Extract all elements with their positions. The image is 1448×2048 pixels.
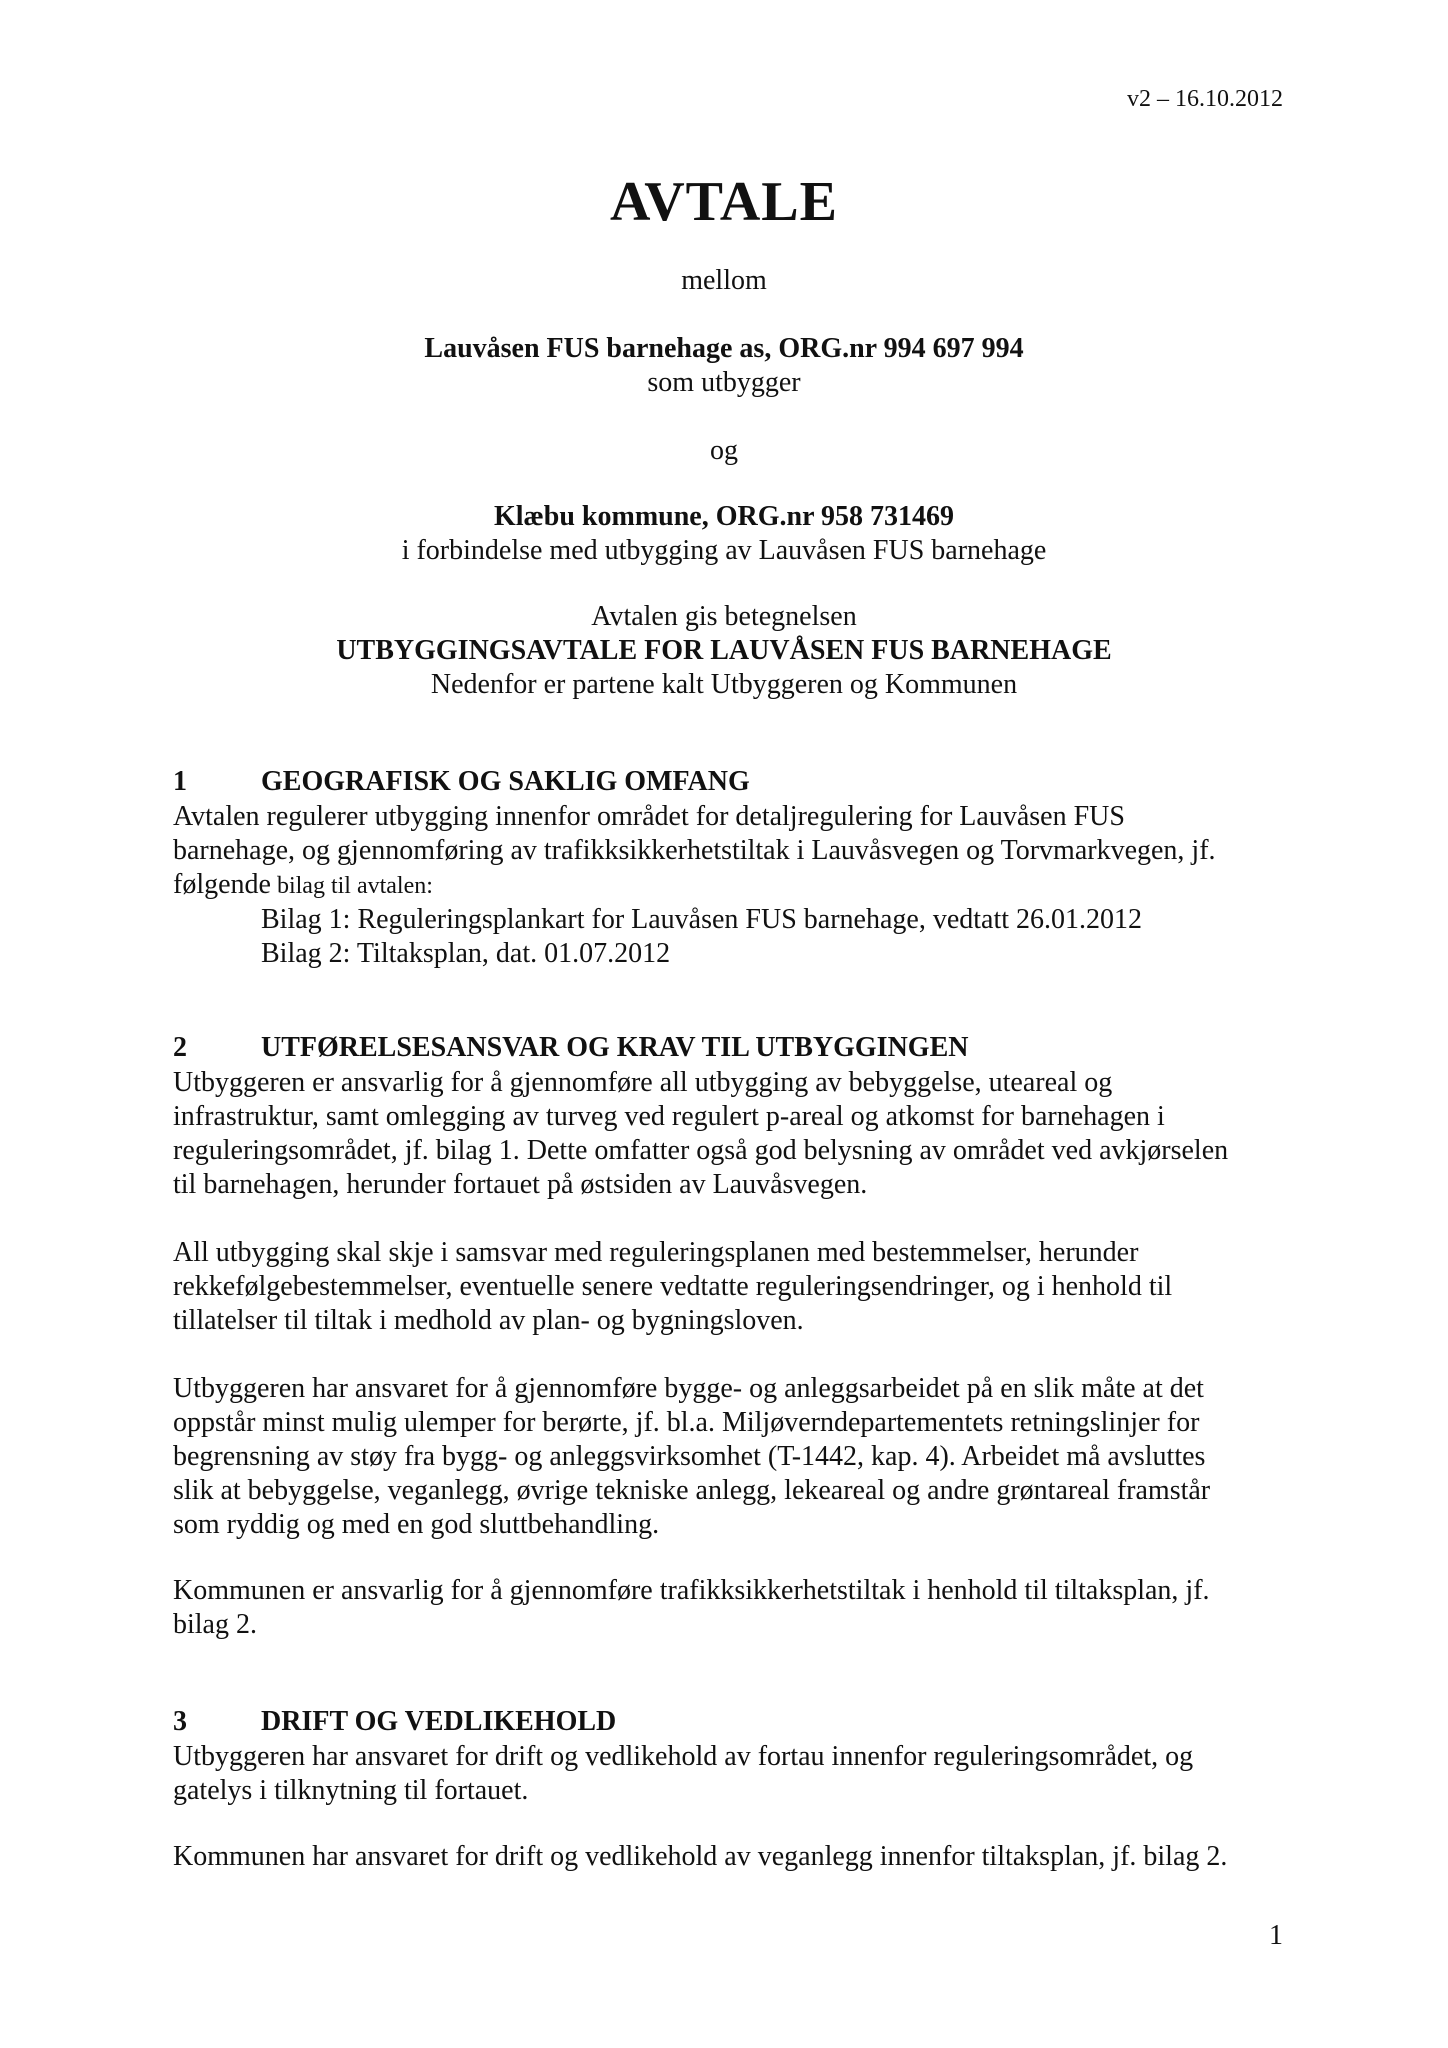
between-text: mellom (681, 265, 767, 296)
section-2-paragraph-4 (173, 1574, 1293, 1642)
section-1-body (173, 800, 1293, 971)
section-2-paragraph-3 (173, 1372, 1293, 1542)
text-line: som ryddig og med en god sluttbehandling. (173, 1509, 660, 1540)
text-line: slik at bebyggelse, veganlegg, øvrige tekniske anlegg, lekeareal og andre grøntareal framstår (173, 1475, 1211, 1506)
section-title: GEOGRAFISK OG SAKLIG OMFANG (261, 766, 750, 797)
party1-role: som utbygger (647, 367, 801, 398)
section-3-heading (173, 1706, 616, 1738)
page-number: 1 (1269, 1920, 1283, 1951)
text-line: begrensning av støy fra bygg- og anleggsvirksomhet (T-1442, kap. 4). Arbeidet må avsluttes (173, 1441, 1206, 1472)
designation-intro: Avtalen gis betegnelsen (591, 601, 857, 632)
text-line: barnehage, og gjennomføring av trafikksikkerhetstiltak i Lauvåsvegen og Torvmarkvegen, jf. (173, 835, 1216, 866)
text-fragment: bilag til avtalen: (270, 873, 433, 899)
section-title: UTFØRELSESANSVAR OG KRAV TIL UTBYGGINGEN (261, 1032, 969, 1063)
text-line: til barnehagen, herunder fortauet på østsiden av Lauvåsvegen. (173, 1169, 868, 1200)
text-line: Utbyggeren er ansvarlig for å gjennomføre all utbygging av bebyggelse, uteareal og (173, 1067, 1113, 1098)
section-number: 2 (173, 1032, 187, 1063)
text-line: Utbyggeren har ansvaret for drift og vedlikehold av fortau innenfor reguleringsområdet, og (173, 1741, 1194, 1772)
party2-context: i forbindelse med utbygging av Lauvåsen FUS barnehage (401, 535, 1047, 566)
section-number: 3 (173, 1706, 187, 1737)
party2-name: Klæbu kommune, ORG.nr 958 731469 (494, 501, 954, 532)
attachment-1: Bilag 1: Reguleringsplankart for Lauvåsen FUS barnehage, vedtatt 26.01.2012 (261, 904, 1143, 935)
text-line: bilag 2. (173, 1609, 257, 1640)
section-3-paragraph-2 (173, 1840, 1293, 1874)
section-2-paragraph-2 (173, 1236, 1293, 1338)
text-line: oppstår minst mulig ulemper for berørte, jf. bl.a. Miljøverndepartementets retningslinjer for (173, 1407, 1200, 1438)
text-fragment: følgende (173, 869, 271, 900)
text-line: Kommunen er ansvarlig for å gjennomføre trafikksikkerhetstiltak i henhold til tiltaksplan, jf. (173, 1575, 1210, 1606)
text-line: reguleringsområdet, jf. bilag 1. Dette omfatter også god belysning av området ved avkjørselen (173, 1135, 1229, 1166)
parties-called: Nedenfor er partene kalt Utbyggeren og Kommunen (430, 669, 1018, 700)
document-title: AVTALE (609, 171, 838, 233)
text-line: rekkefølgebestemmelser, eventuelle senere vedtatte reguleringsendringer, og i henhold til (173, 1271, 1173, 1302)
party1-name: Lauvåsen FUS barnehage as, ORG.nr 994 697 994 (424, 333, 1024, 364)
text-line (173, 868, 1293, 903)
text-line: Utbyggeren har ansvaret for å gjennomføre bygge- og anleggsarbeidet på en slik måte at det (173, 1373, 1204, 1404)
text-line: tillatelser til tiltak i medhold av plan- og bygningsloven. (173, 1305, 804, 1336)
section-title: DRIFT OG VEDLIKEHOLD (261, 1706, 617, 1737)
attachment-2: Bilag 2: Tiltaksplan, dat. 01.07.2012 (261, 938, 671, 969)
text-line: gatelys i tilknytning til fortauet. (173, 1775, 529, 1806)
section-2-paragraph-1 (173, 1066, 1293, 1202)
section-3-paragraph-1 (173, 1740, 1293, 1808)
and-text: og (710, 435, 738, 466)
text-line: Avtalen regulerer utbygging innenfor området for detaljregulering for Lauvåsen FUS (173, 801, 1125, 832)
section-2-heading (173, 1032, 968, 1064)
agreement-designation: UTBYGGINGSAVTALE FOR LAUVÅSEN FUS BARNEHAGE (336, 635, 1112, 666)
text-line: All utbygging skal skje i samsvar med reguleringsplanen med bestemmelser, herunder (173, 1237, 1139, 1268)
version-stamp: v2 – 16.10.2012 (1127, 86, 1283, 112)
text-line: infrastruktur, samt omlegging av turveg ved regulert p-areal og atkomst for barnehagen i (173, 1101, 1165, 1132)
section-1-heading (173, 766, 750, 798)
text-line: Kommunen har ansvaret for drift og vedlikehold av veganlegg innenfor tiltaksplan, jf. bilag 2. (173, 1841, 1228, 1872)
section-number: 1 (173, 766, 187, 797)
